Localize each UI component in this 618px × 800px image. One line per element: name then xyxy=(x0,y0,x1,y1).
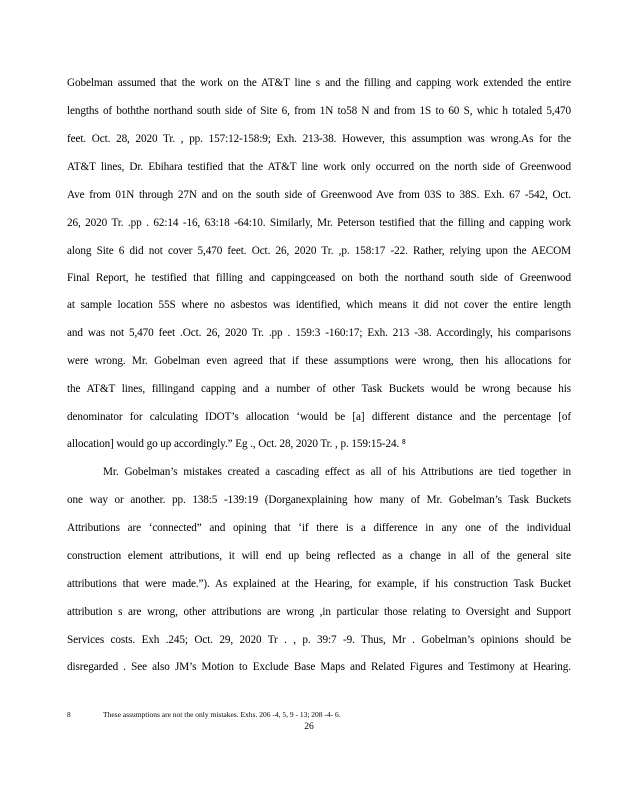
text-line: Final Report, he testified that filling and cappingceased on both the northand south side of Greenwood xyxy=(67,272,571,284)
footnote-marker: 8 xyxy=(67,710,71,719)
footnote xyxy=(67,710,341,720)
text-line: Gobelman assumed that the work on the AT&T line s and the filling and capping work extended the entire xyxy=(67,77,571,89)
text-line: construction element attributions, it will end up being reflected as a change in all of the general site xyxy=(67,550,571,562)
text-line: Services costs. Exh .245; Oct. 29, 2020 Tr . , p. 39:7 -9. Thus, Mr . Gobelman’s opinions should be xyxy=(67,634,571,646)
text-line: and was not 5,470 feet .Oct. 26, 2020 Tr. .pp . 159:3 -160:17; Exh. 213 -38. Accordingly, his comparisons xyxy=(67,327,571,339)
text-line: attribution s are wrong, other attributions are wrong ,in particular those relating to Oversight and Support xyxy=(67,606,571,618)
text-line: allocation] would go up accordingly.” Eg ., Oct. 28, 2020 Tr. , p. 159:15-24. ⁸ xyxy=(67,438,406,450)
text-line: were wrong. Mr. Gobelman even agreed that if these assumptions were wrong, then his allocations for xyxy=(67,355,571,367)
text-line: Ave from 01N through 27N and on the south side of Greenwood Ave from 03S to 38S. Exh. 67 -542, Oct. xyxy=(67,189,571,201)
text-line: at sample location 55S where no asbestos was identified, which means it did not cover the entire length xyxy=(67,299,571,311)
page-number: 26 xyxy=(304,722,314,732)
text-line: disregarded . See also JM’s Motion to Exclude Base Maps and Related Figures and Testimony at Hearing. xyxy=(67,661,571,673)
text-line: AT&T lines, Dr. Ebihara testified that the AT&T line work only occurred on the north side of Greenwood xyxy=(67,161,571,173)
text-line: feet. Oct. 28, 2020 Tr. , pp. 157:12-158:9; Exh. 213-38. However, this assumption was wrong.As for the xyxy=(67,133,571,145)
footnote-text: These assumptions are not the only mistakes. Exhs. 206 -4, 5, 9 - 13; 208 -4- 6. xyxy=(103,710,341,719)
text-line: Mr. Gobelman’s mistakes created a cascading effect as all of his Attributions are tied together in xyxy=(103,466,571,478)
text-line: the AT&T lines, fillingand capping and a number of other Task Buckets would be wrong because his xyxy=(67,383,571,395)
text-line: 26, 2020 Tr. .pp . 62:14 -16, 63:18 -64:10. Similarly, Mr. Peterson testified that the filling and capping work xyxy=(67,217,571,229)
text-line: Attributions are ‘connected” and opining that ‘if there is a difference in any one of the individual xyxy=(67,522,571,534)
text-line: one way or another. pp. 138:5 -139:19 (Dorganexplaining how many of Mr. Gobelman’s Task Buckets xyxy=(67,494,571,506)
text-line: attributions that were made.”). As explained at the Hearing, for example, if his construction Task Bucket xyxy=(67,578,571,590)
text-line: denominator for calculating IDOT’s allocation ‘would be [a] different distance and the percentage [of xyxy=(67,411,571,423)
text-line: along Site 6 did not cover 5,470 feet. Oct. 26, 2020 Tr. ,p. 158:17 -22. Rather, relying upon the AECOM xyxy=(67,245,571,257)
text-line: lengths of boththe northand south side of Site 6, from 1N to58 N and from 1S to 60 S, whic h totaled 5,470 xyxy=(67,105,571,117)
